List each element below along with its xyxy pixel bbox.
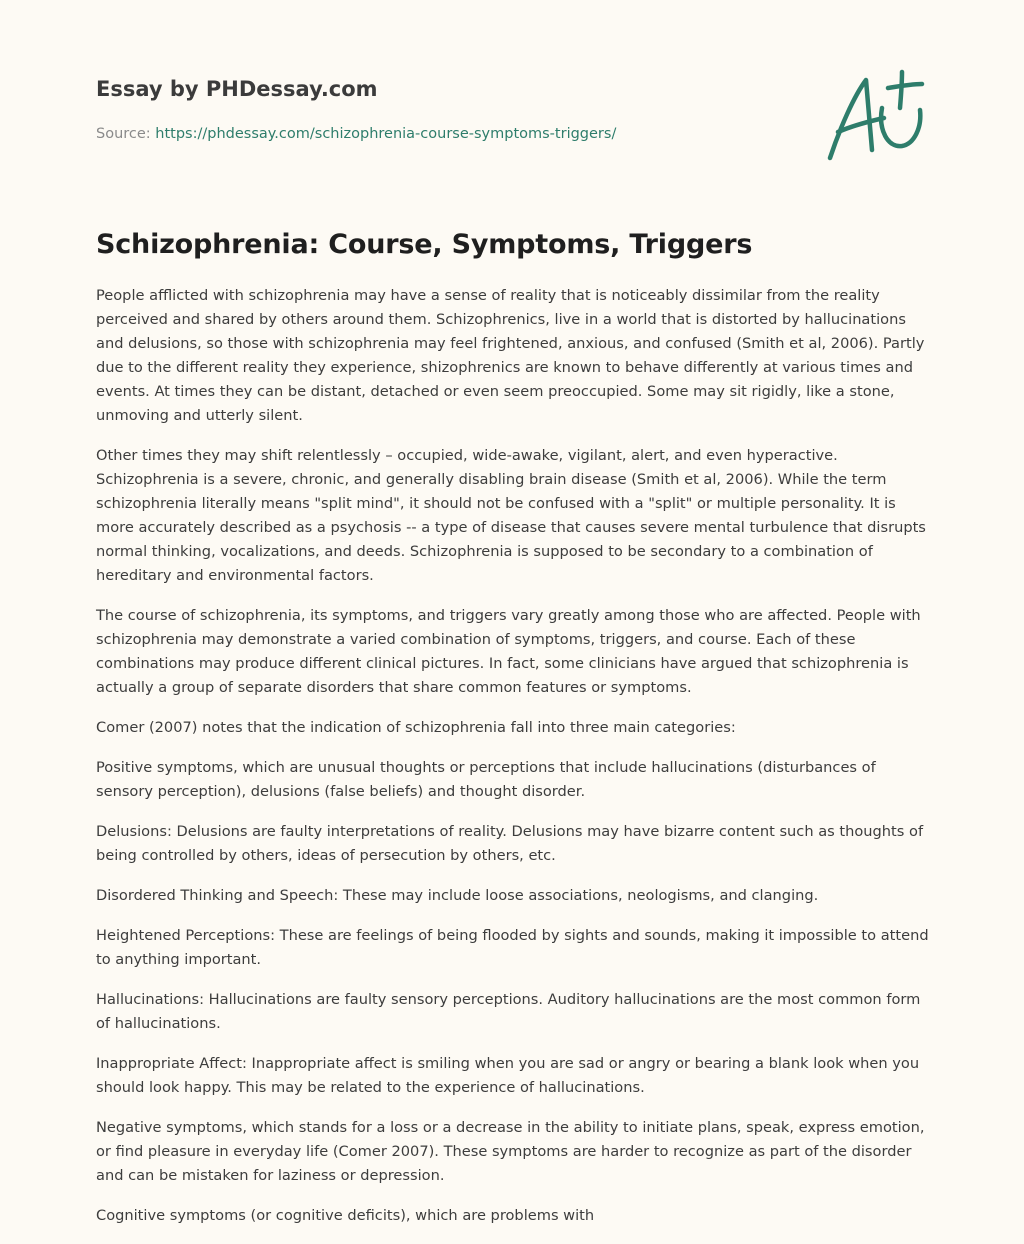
source-line <box>96 124 796 144</box>
paragraph: Comer (2007) notes that the indication of schizophrenia fall into three main categories: <box>96 719 736 736</box>
paragraph: The course of schizophrenia, its symptoms, and triggers vary greatly among those who are affected. People with schizophrenia may demonstrate a varied combination of symptoms, triggers, and course. Each of these combinations may produce different clinical pictures. In fact, some clinicians have argued that schizophrenia is actually a group of separate disorders that share common features or symptoms. <box>96 607 921 696</box>
article-title: Schizophrenia: Course, Symptoms, Triggers <box>96 229 753 260</box>
paragraph: Delusions: Delusions are faulty interpretations of reality. Delusions may have bizarre content such as thoughts of being controlled by others, ideas of persecution by others, etc. <box>96 823 924 864</box>
a-plus-logo-icon <box>822 66 926 166</box>
paragraph: Negative symptoms, which stands for a loss or a decrease in the ability to initiate plans, speak, express emotion, or find pleasure in everyday life (Comer 2007). These symptoms are harder to recognize as part of the disorder and can be mistaken for laziness or depression. <box>96 1119 925 1184</box>
paragraph: Disordered Thinking and Speech: These may include loose associations, neologisms, and clanging. <box>96 887 819 904</box>
paragraph: Hallucinations: Hallucinations are faulty sensory perceptions. Auditory hallucinations are the most common form of hallucinations. <box>96 991 921 1032</box>
source-label: Source: <box>96 126 156 142</box>
article-body <box>96 284 932 1244</box>
paragraph: Other times they may shift relentlessly – occupied, wide-awake, vigilant, alert, and even hyperactive. Schizophrenia is a severe, chronic, and generally disabling brain disease (Smith et al, 2006). While the term schizophrenia literally means "split mind", it should not be confused with a "split" or multiple personality. It is more accurately described as a psychosis -- a type of disease that causes severe mental turbulence that disrupts normal thinking, vocalizations, and deeds. Schizophrenia is supposed to be secondary to a combination of hereditary and environmental factors. <box>96 447 926 584</box>
paragraph: Cognitive symptoms (or cognitive deficits), which are problems with <box>96 1207 595 1224</box>
paragraph: Heightened Perceptions: These are feelings of being flooded by sights and sounds, making it impossible to attend to anything important. <box>96 927 929 968</box>
paragraph: Inappropriate Affect: Inappropriate affect is smiling when you are sad or angry or bearing a blank look when you should look happy. This may be related to the experience of hallucinations. <box>96 1055 920 1096</box>
header <box>96 74 796 144</box>
source-link[interactable]: https://phdessay.com/schizophrenia-course-symptoms-triggers/ <box>155 126 617 142</box>
paragraph: Positive symptoms, which are unusual thoughts or perceptions that include hallucinations (disturbances of sensory perception), delusions (false beliefs) and thought disorder. <box>96 759 876 800</box>
site-brand: Essay by PHDessay.com <box>96 77 378 101</box>
paragraph: People afflicted with schizophrenia may have a sense of reality that is noticeably dissimilar from the reality perceived and shared by others around them. Schizophrenics, live in a world that is distorted by hallucinations and delusions, so those with schizophrenia may feel frightened, anxious, and confused (Smith et al, 2006). Partly due to the different reality they experience, shizophrenics are known to behave differently at various times and events. At times they can be distant, detached or even seem preoccupied. Some may sit rigidly, like a stone, unmoving and utterly silent. <box>96 287 925 424</box>
